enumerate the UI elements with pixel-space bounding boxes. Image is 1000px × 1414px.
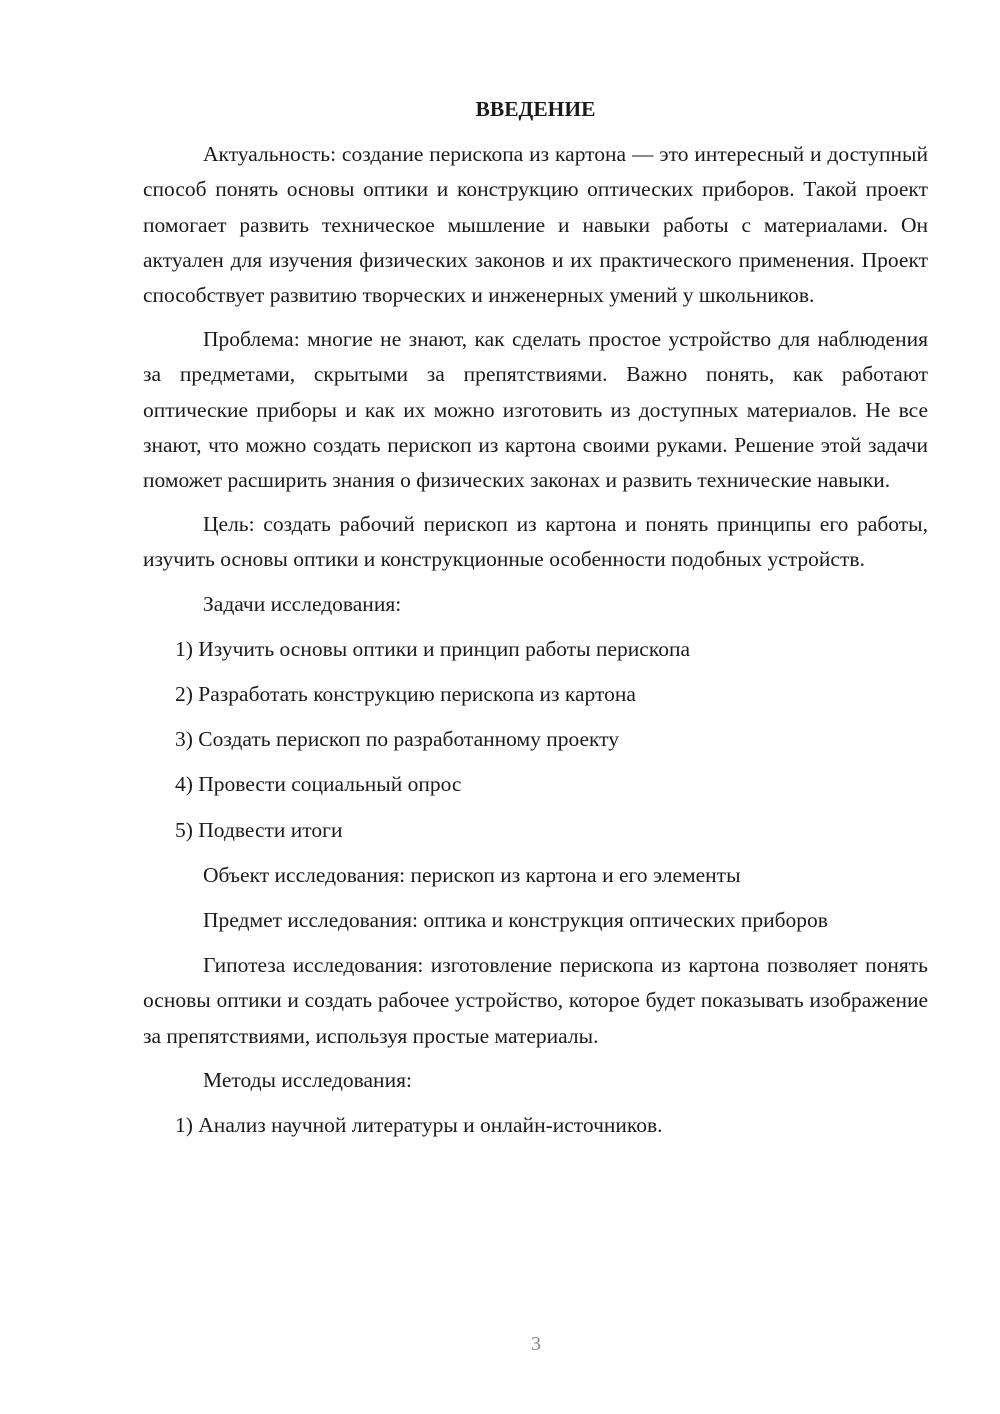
task-item: 3) Создать перископ по разработанному проекту bbox=[175, 727, 620, 752]
task-item: 5) Подвести итоги bbox=[175, 817, 343, 842]
task-item: 2) Разработать конструкцию перископа из картона bbox=[175, 682, 636, 707]
tasks-heading: Задачи исследования: bbox=[203, 591, 402, 616]
page-content bbox=[143, 92, 928, 1153]
method-item: 1) Анализ научной литературы и онлайн-источников. bbox=[175, 1113, 663, 1138]
page-number: 3 bbox=[531, 1333, 541, 1355]
goal-paragraph: Цель: создать рабочий перископ из картона и понять принципы его работы, изучить основы оптики и конструкционные особенности подобных устройств. bbox=[143, 512, 928, 572]
relevance-paragraph: Актуальность: создание перископа из картона — это интересный и доступный способ понять основы оптики и конструкцию оптических приборов. Такой проект помогает развить техническое мышление и навыки работы с материалами. Он актуален для изучения физических законов и их практического применения. Проект способствует развитию творческих и инженерных умений у школьников. bbox=[143, 142, 928, 308]
hypothesis-paragraph: Гипотеза исследования: изготовление перископа из картона позволяет понять основы оптики и создать рабочее устройство, которое будет показывать изображение за препятствиями, используя простые материалы. bbox=[143, 953, 928, 1048]
methods-heading: Методы исследования: bbox=[203, 1067, 412, 1092]
task-item: 1) Изучить основы оптики и принцип работы перископа bbox=[175, 636, 690, 661]
problem-paragraph: Проблема: многие не знают, как сделать простое устройство для наблюдения за предметами, скрытыми за препятствиями. Важно понять, как работают оптические приборы и как их можно изготовить из доступных материалов. Не все знают, что можно создать перископ из картона своими руками. Решение этой задачи поможет расширить знания о физических законах и развить технические навыки. bbox=[143, 327, 928, 493]
research-object: Объект исследования: перископ из картона и его элементы bbox=[203, 862, 741, 887]
section-title: ВВЕДЕНИЕ bbox=[475, 97, 596, 121]
research-subject: Предмет исследования: оптика и конструкция оптических приборов bbox=[203, 908, 828, 933]
task-item: 4) Провести социальный опрос bbox=[175, 772, 462, 797]
